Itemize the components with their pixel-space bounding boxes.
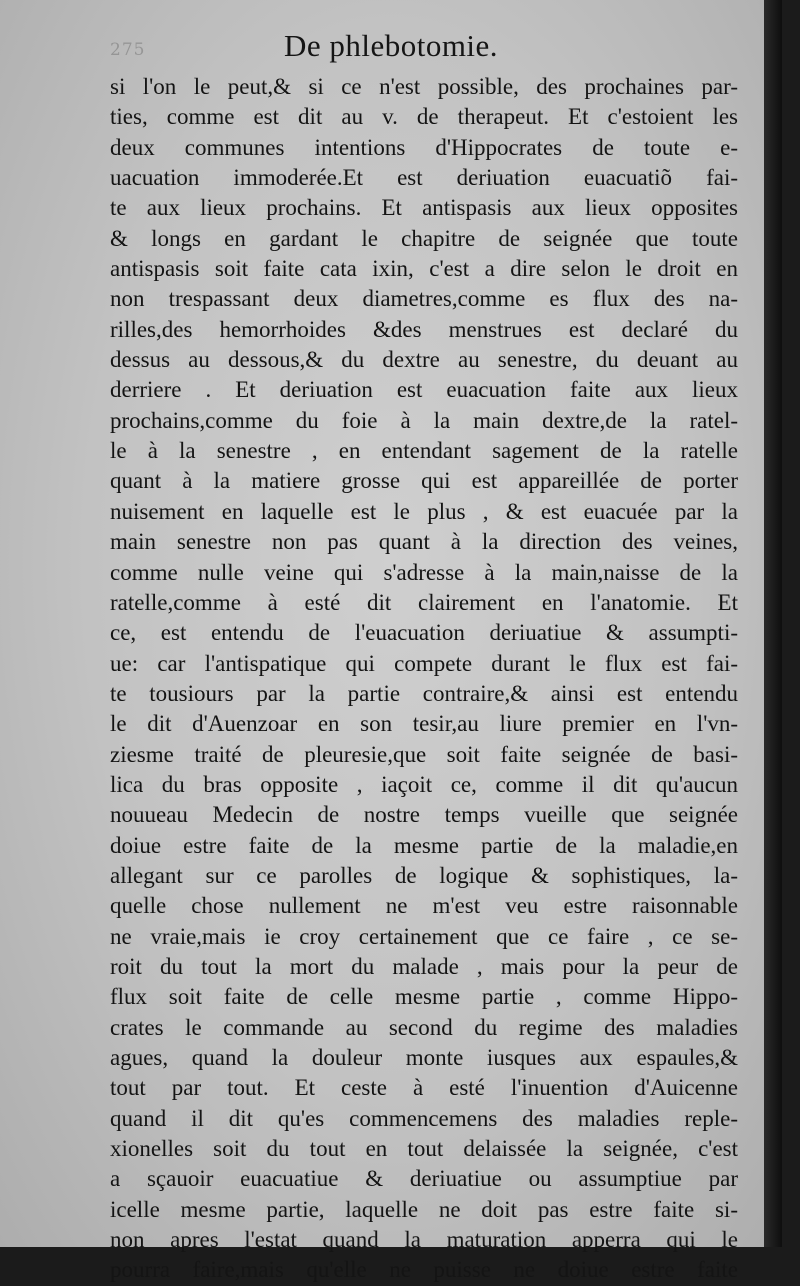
text-line: le dit d'Auenzoar en son tesir,au liure premier en l'vn- [110, 711, 738, 737]
text-line: crates le commande au second du regime des maladies [110, 1014, 738, 1040]
text-line: ziesme traité de pleuresie,que soit faite seignée de basi- [110, 741, 738, 767]
text-line: uacuation immoderée.Et est deriuation euacuatiõ fai- [110, 165, 738, 191]
text-line: xionelles soit du tout en tout delaissée la seignée, c'est [110, 1136, 738, 1162]
text-line: tout par tout. Et ceste à esté l'inuention d'Auicenne [110, 1075, 738, 1101]
text-line: main senestre non pas quant à la direction des veines, [110, 529, 738, 555]
text-line: quelle chose nullement ne m'est veu estre raisonnable [110, 893, 738, 919]
text-line: te tousiours par la partie contraire,& ainsi est entendu [110, 680, 738, 706]
text-line: deux communes intentions d'Hippocrates de toute e- [110, 134, 738, 160]
text-line: dessus au dessous,& du dextre au senestre, du deuant au [110, 347, 738, 373]
text-line: lica du bras opposite , iaçoit ce, comme il dit qu'aucun [110, 771, 738, 797]
text-line: roit du tout la mort du malade , mais pour la peur de [110, 953, 738, 979]
text-line: te aux lieux prochains. Et antispasis aux lieux opposites [110, 195, 738, 221]
text-line: ce, est entendu de l'euacuation deriuatiue & assumpti- [110, 620, 738, 646]
text-line: non trespassant deux diametres,comme es flux des na- [110, 286, 738, 312]
text-line: comme nulle veine qui s'adresse à la main,naisse de la [110, 559, 738, 585]
text-line: nouueau Medecin de nostre temps vueille que seignée [110, 802, 738, 828]
page-edge-shadow [764, 0, 782, 1247]
text-line: ratelle,comme à esté dit clairement en l'anatomie. Et [110, 589, 738, 615]
text-line: a sçauoir euacuatiue & deriuatiue ou assumptiue par [110, 1166, 738, 1192]
body-text [110, 72, 738, 1286]
text-line: doiue estre faite de la mesme partie de la maladie,en [110, 832, 738, 858]
text-line: flux soit faite de celle mesme partie , comme Hippo- [110, 984, 738, 1010]
text-line: rilles,des hemorrhoides &des menstrues est declaré du [110, 316, 738, 342]
text-line: ties, comme est dit au v. de therapeut. Et c'estoient les [110, 104, 738, 130]
running-header: De phlebotomie. [283, 28, 499, 63]
page-number-ghost: 275 [110, 40, 146, 60]
text-line: pourra faire,mais qu'elle ne puisse ne doiue estre faite [110, 1257, 738, 1283]
text-line: & longs en gardant le chapitre de seignée que toute [110, 225, 738, 251]
text-line: prochains,comme du foie à la main dextre,de la ratel- [110, 407, 738, 433]
text-line: le à la senestre , en entendant sagement de la ratelle [110, 438, 738, 464]
text-line: nuisement en laquelle est le plus , & est euacuée par la [110, 498, 738, 524]
text-line: derriere . Et deriuation est euacuation faite aux lieux [110, 377, 738, 403]
text-line: icelle mesme partie, laquelle ne doit pas estre faite si- [110, 1196, 738, 1222]
text-line: antispasis soit faite cata ixin, c'est a dire selon le droit en [110, 256, 738, 282]
text-line: quand il dit qu'es commencemens des maladies reple- [110, 1105, 738, 1131]
text-line: non apres l'estat quand la maturation apperra qui le [110, 1227, 738, 1253]
text-line: quant à la matiere grosse qui est appareillée de porter [110, 468, 738, 494]
text-line: si l'on le peut,& si ce n'est possible, des prochaines par- [110, 74, 738, 99]
text-line: agues, quand la douleur monte iusques aux espaules,& [110, 1045, 738, 1070]
text-line: ue: car l'antispatique qui compete durant le flux est fai- [110, 650, 738, 676]
text-line: ne vraie,mais ie croy certainement que ce faire , ce se- [110, 923, 738, 949]
text-line: allegant sur ce parolles de logique & sophistiques, la- [110, 862, 738, 888]
